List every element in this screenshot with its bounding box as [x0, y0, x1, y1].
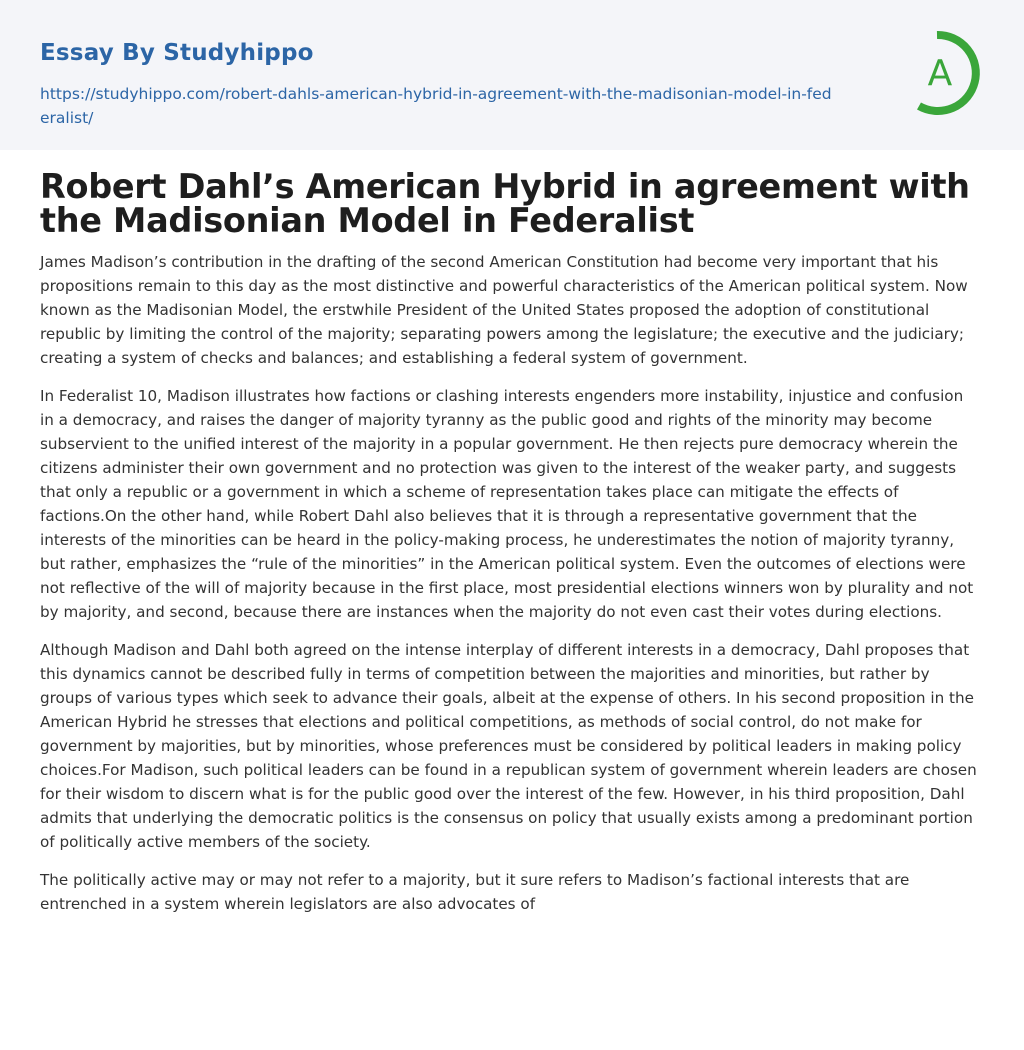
logo-letter: A [927, 53, 953, 94]
paragraph-4: The politically active may or may not refer to a majority, but it sure refers to Madison’s factional interests that are entrenched in a system wherein legislators are also advocates of [40, 871, 910, 913]
paragraph-2: In Federalist 10, Madison illustrates how factions or clashing interests engenders more instability, injustice and confusion in a democracy, and raises the danger of majority tyranny as the public good and rights of the minority may become subservient to the unified interest of the majority in a popular government. He then rejects pure democracy wherein the citizens administer their own government and no protection was given to the interest of the weaker party, and suggests that only a republic or a government in which a scheme of representation takes place can mitigate the effects of factions.On the other hand, while Robert Dahl also believes that it is through a representative government that the interests of the minorities can be heard in the policy-making process, he underestimates the notion of majority tyranny, but rather, emphasizes the “rule of the minorities” in the American political system. Even the outcomes of elections were not reflective of the will of majority because in the first place, most presidential elections winners won by plurality and not by majority, and second, because there are instances when the majority do not even cast their votes during elections. [40, 387, 974, 621]
paragraph-3: Although Madison and Dahl both agreed on the intense interplay of different interests in a democracy, Dahl proposes that this dynamics cannot be described fully in terms of competition between the majorities and minorities, but rather by groups of various types which seek to advance their goals, albeit at the expense of others. In his second proposition in the American Hybrid he stresses that elections and political competitions, as methods of social control, do not make for government by majorities, but by minorities, whose preferences must be considered by political leaders in making policy choices.For Madison, such political leaders can be found in a republican system of government wherein leaders are chosen for their wisdom to discern what is for the public good over the interest of the few. However, in his third proposition, Dahl admits that underlying the democratic politics is the consensus on policy that usually exists among a predominant portion of politically active members of the society. [40, 641, 977, 851]
site-brand[interactable]: Essay By Studyhippo [40, 40, 314, 66]
paragraph-1: James Madison’s contribution in the drafting of the second American Constitution had become very important that his propositions remain to this day as the most distinctive and powerful characteristics of the American political system. Now known as the Madisonian Model, the erstwhile President of the United States proposed the adoption of constitutional republic by limiting the control of the majority; separating powers among the legislature; the executive and the judiciary; creating a system of checks and balances; and establishing a federal system of government. [40, 253, 968, 367]
page-header [0, 0, 1024, 150]
source-url-link[interactable]: https://studyhippo.com/robert-dahls-american-hybrid-in-agreement-with-the-madisonian-model-in-federalist/ [40, 85, 832, 127]
article [40, 167, 980, 916]
studyhippo-logo-icon[interactable] [897, 30, 987, 116]
article-title: Robert Dahl’s American Hybrid in agreement with the Madisonian Model in Federalist [40, 167, 970, 240]
